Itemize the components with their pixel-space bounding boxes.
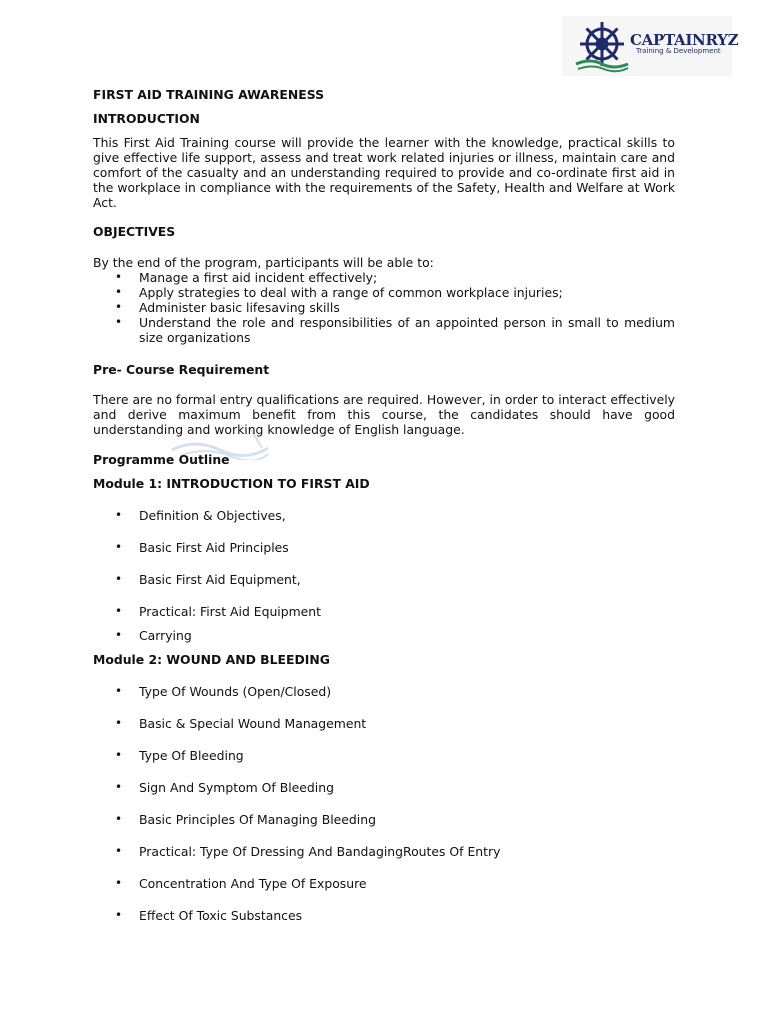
list-item: • Practical: Type Of Dressing And BandagingRoutes Of Entry [93,844,675,859]
module-1-list [93,508,675,643]
list-item: • Concentration And Type Of Exposure [93,876,675,891]
precourse-paragraph: There are no formal entry qualifications are required. However, in order to interact effectively and derive maximum benefit from this course, the candidates should have good understanding and working knowledge of English language. [93,392,675,437]
introduction-paragraph: This First Aid Training course will provide the learner with the knowledge, practical skills to give effective life support, assess and treat work related injuries or illness, maintain care and comfort of the casualty and an understanding required to provide and co-ordinate first aid in the workplace in compliance with the requirements of the Safety, Health and Welfare at Work Act. [93,135,675,210]
list-item: • Definition & Objectives, [93,508,675,523]
list-item: • Sign And Symptom Of Bleeding [93,780,675,795]
list-item: • Basic First Aid Equipment, [93,572,675,587]
list-item: • Type Of Bleeding [93,748,675,763]
module-2-heading: Module 2: WOUND AND BLEEDING [93,652,330,667]
programme-outline-heading: Programme Outline [93,452,230,467]
document-body [93,86,675,940]
precourse-heading: Pre- Course Requirement [93,362,270,377]
list-item: • Basic & Special Wound Management [93,716,675,731]
logo-name: CAPTAINRYZ [630,31,739,49]
list-item: • Basic Principles Of Managing Bleeding [93,812,675,827]
list-item: • Basic First Aid Principles [93,540,675,555]
list-item: • Understand the role and responsibilities of an appointed person in small to medium size organizations [93,315,675,345]
list-item: • Effect Of Toxic Substances [93,908,675,923]
list-item: • Apply strategies to deal with a range of common workplace injuries; [93,285,675,300]
list-item: • Carrying [93,628,675,643]
introduction-heading: INTRODUCTION [93,111,200,126]
list-item: • Practical: First Aid Equipment [93,604,675,619]
document-title: FIRST AID TRAINING AWARENESS [93,87,324,102]
objectives-lead: By the end of the program, participants will be able to: [93,255,434,270]
list-item: • Manage a first aid incident effectively; [93,270,675,285]
ship-wheel-icon [572,18,632,74]
module-1-heading: Module 1: INTRODUCTION TO FIRST AID [93,476,370,491]
list-item: • Type Of Wounds (Open/Closed) [93,684,675,699]
logo-tagline: Training & Development [636,47,721,55]
module-2-list [93,684,675,923]
objectives-heading: OBJECTIVES [93,224,176,239]
company-logo [562,16,739,76]
objectives-list [93,270,675,345]
list-item: • Administer basic lifesaving skills [93,300,675,315]
